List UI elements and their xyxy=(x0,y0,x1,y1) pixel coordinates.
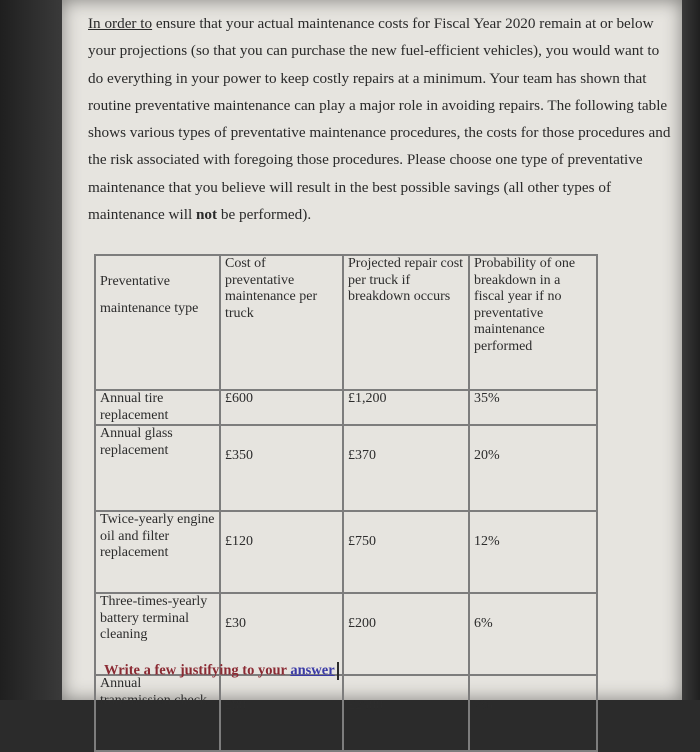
row-repair: £200 xyxy=(343,593,469,675)
header-type xyxy=(95,255,220,390)
row-cost: £120 xyxy=(220,511,343,593)
row-cost: £80 xyxy=(220,675,343,751)
row-type: Twice-yearly engine oil and filter replacement xyxy=(95,511,220,593)
left-shadow xyxy=(0,0,62,700)
row-probability: 7% xyxy=(469,675,597,751)
text-cursor xyxy=(337,662,339,680)
row-probability: 12% xyxy=(469,511,597,593)
row-type: Annual transmission check xyxy=(95,675,220,751)
header-repair: Projected repair cost per truck if breakdown occurs xyxy=(343,255,469,390)
intro-paragraph xyxy=(88,10,673,228)
answer-link[interactable]: answer xyxy=(290,662,335,679)
row-repair: £750 xyxy=(343,511,469,593)
row-type: Annual glass replacement xyxy=(95,425,220,511)
header-type-line2: maintenance type xyxy=(100,300,199,316)
intro-bold: not xyxy=(195,206,218,224)
intro-lead: In order to xyxy=(88,15,153,32)
row-probability: 20% xyxy=(469,425,597,511)
row-cost: £30 xyxy=(220,593,343,675)
table-row xyxy=(95,675,597,751)
answer-prompt-text: Write a few justifying to your xyxy=(104,662,291,679)
header-type-line1: Preventative xyxy=(100,274,170,289)
row-repair: £2500 xyxy=(343,675,469,751)
intro-tail: be performed). xyxy=(217,206,312,224)
row-cost: £600 xyxy=(220,390,343,425)
row-cost: £350 xyxy=(220,425,343,511)
right-shadow xyxy=(682,0,700,700)
row-type: Three-times-yearly battery terminal cleaning xyxy=(95,593,220,675)
row-type: Annual tire replacement xyxy=(95,390,220,425)
table-row xyxy=(95,390,597,425)
header-cost: Cost of preventative maintenance per truck xyxy=(220,255,343,390)
row-probability: 35% xyxy=(469,390,597,425)
row-repair: £1,200 xyxy=(343,390,469,425)
table-header-row xyxy=(95,255,597,390)
row-repair: £370 xyxy=(343,425,469,511)
table-row xyxy=(95,425,597,511)
header-probability: Probability of one breakdown in a fiscal year if no preventative maintenance performed xyxy=(469,255,597,390)
intro-body: ensure that your actual maintenance costs for Fiscal Year 2020 remain at or below your projections (so that you can purchase the new fuel-efficient vehicles), you would want to do everything in your power to keep costly repairs at a minimum. Your team has shown that routine preventative maintenance can play a major role in avoiding repairs. The following table shows various types of preventative maintenance procedures, the costs for those procedures and the risk associated with foregoing those procedures. Please choose one type of preventative maintenance that you believe will result in the best possible savings (all other types of maintenance will xyxy=(88,15,671,224)
row-probability: 6% xyxy=(469,593,597,675)
table-row xyxy=(95,511,597,593)
answer-prompt xyxy=(104,662,339,680)
